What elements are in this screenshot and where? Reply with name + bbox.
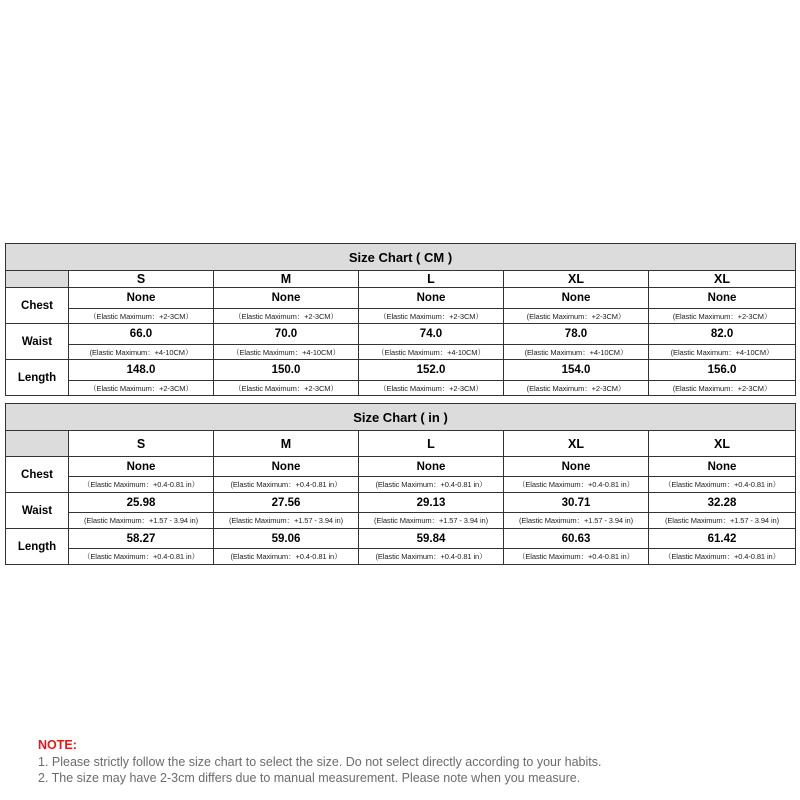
elastic-note: (Elastic Maximum：+2-3CM）	[504, 309, 649, 324]
size-chart-in-table	[5, 403, 796, 565]
value-cell: None	[69, 288, 214, 309]
row-label-chest: Chest	[6, 457, 69, 493]
elastic-note: (Elastic Maximum：+0.4-0.81 in）	[214, 477, 359, 493]
table-note-row	[6, 345, 796, 360]
value-cell: None	[214, 288, 359, 309]
value-cell: 148.0	[69, 360, 214, 381]
table-row	[6, 324, 796, 345]
size-header-row	[6, 271, 796, 288]
note-title: NOTE:	[38, 738, 77, 752]
header-corner	[6, 431, 69, 457]
elastic-note: (Elastic Maximum：+0.4-0.81 in）	[359, 477, 504, 493]
value-cell: 59.84	[359, 529, 504, 549]
size-note	[38, 738, 778, 786]
value-cell: None	[359, 457, 504, 477]
value-cell: 29.13	[359, 493, 504, 513]
value-cell: None	[504, 288, 649, 309]
elastic-note: (Elastic Maximum：+2-3CM）	[504, 381, 649, 396]
table-row	[6, 360, 796, 381]
value-cell: 152.0	[359, 360, 504, 381]
value-cell: None	[69, 457, 214, 477]
elastic-note: （Elastic Maximum：+2-3CM）	[359, 309, 504, 324]
elastic-note: （Elastic Maximum：+0.4-0.81 in）	[69, 477, 214, 493]
value-cell: 70.0	[214, 324, 359, 345]
value-cell: None	[649, 288, 796, 309]
value-cell: 58.27	[69, 529, 214, 549]
size-header: XL	[504, 431, 649, 457]
value-cell: 60.63	[504, 529, 649, 549]
row-label-waist: Waist	[6, 324, 69, 360]
elastic-note: (Elastic Maximum：+0.4-0.81 in）	[214, 549, 359, 565]
size-header: S	[69, 271, 214, 288]
size-header: XL	[649, 431, 796, 457]
elastic-note: （Elastic Maximum：+2-3CM）	[214, 381, 359, 396]
row-label-length: Length	[6, 529, 69, 565]
note-line: 2. The size may have 2-3cm differs due to manual measurement. Please note when you measure.	[38, 771, 581, 785]
value-cell: None	[214, 457, 359, 477]
size-header: L	[359, 271, 504, 288]
value-cell: 150.0	[214, 360, 359, 381]
value-cell: 25.98	[69, 493, 214, 513]
elastic-note: （Elastic Maximum：+2-3CM）	[359, 381, 504, 396]
elastic-note: (Elastic Maximum：+1.57 - 3.94 in)	[504, 513, 649, 529]
value-cell: 59.06	[214, 529, 359, 549]
elastic-note: (Elastic Maximum：+1.57 - 3.94 in)	[69, 513, 214, 529]
value-cell: None	[359, 288, 504, 309]
row-label-length: Length	[6, 360, 69, 396]
table-title: Size Chart ( CM )	[6, 244, 796, 271]
size-header: XL	[649, 271, 796, 288]
value-cell: 156.0	[649, 360, 796, 381]
value-cell: 78.0	[504, 324, 649, 345]
elastic-note: （Elastic Maximum：+2-3CM）	[69, 381, 214, 396]
elastic-note: (Elastic Maximum：+2-3CM）	[649, 309, 796, 324]
elastic-note: （Elastic Maximum：+0.4-0.81 in）	[504, 549, 649, 565]
size-header: M	[214, 431, 359, 457]
size-chart-cm-table	[5, 243, 796, 396]
elastic-note: （Elastic Maximum：+4-10CM）	[359, 345, 504, 360]
table-note-row	[6, 549, 796, 565]
elastic-note: (Elastic Maximum：+1.57 - 3.94 in)	[649, 513, 796, 529]
elastic-note: (Elastic Maximum：+1.57 - 3.94 in)	[359, 513, 504, 529]
elastic-note: (Elastic Maximum：+4-10CM）	[69, 345, 214, 360]
value-cell: 32.28	[649, 493, 796, 513]
elastic-note: （Elastic Maximum：+2-3CM）	[214, 309, 359, 324]
size-header: L	[359, 431, 504, 457]
elastic-note: （Elastic Maximum：+0.4-0.81 in）	[69, 549, 214, 565]
table-title-row	[6, 404, 796, 431]
table-title: Size Chart ( in )	[6, 404, 796, 431]
note-line: 1. Please strictly follow the size chart to select the size. Do not select directly according to your habits.	[38, 755, 602, 769]
elastic-note: （Elastic Maximum：+4-10CM）	[214, 345, 359, 360]
value-cell: None	[649, 457, 796, 477]
table-note-row	[6, 477, 796, 493]
value-cell: 27.56	[214, 493, 359, 513]
elastic-note: (Elastic Maximum：+2-3CM）	[649, 381, 796, 396]
row-label-chest: Chest	[6, 288, 69, 324]
value-cell: 66.0	[69, 324, 214, 345]
table-row	[6, 457, 796, 477]
value-cell: None	[504, 457, 649, 477]
elastic-note: （Elastic Maximum：+0.4-0.81 in）	[649, 549, 796, 565]
row-label-waist: Waist	[6, 493, 69, 529]
elastic-note: （Elastic Maximum：+0.4-0.81 in）	[504, 477, 649, 493]
table-title-row	[6, 244, 796, 271]
value-cell: 82.0	[649, 324, 796, 345]
size-header-row	[6, 431, 796, 457]
table-note-row	[6, 513, 796, 529]
header-corner	[6, 271, 69, 288]
size-header: S	[69, 431, 214, 457]
elastic-note: (Elastic Maximum：+1.57 - 3.94 in)	[214, 513, 359, 529]
table-row	[6, 529, 796, 549]
table-row	[6, 288, 796, 309]
table-note-row	[6, 381, 796, 396]
elastic-note: (Elastic Maximum：+0.4-0.81 in）	[359, 549, 504, 565]
elastic-note: （Elastic Maximum：+2-3CM）	[69, 309, 214, 324]
value-cell: 30.71	[504, 493, 649, 513]
elastic-note: （Elastic Maximum：+0.4-0.81 in）	[649, 477, 796, 493]
table-row	[6, 493, 796, 513]
elastic-note: (Elastic Maximum：+4-10CM）	[649, 345, 796, 360]
value-cell: 61.42	[649, 529, 796, 549]
size-header: M	[214, 271, 359, 288]
table-note-row	[6, 309, 796, 324]
value-cell: 74.0	[359, 324, 504, 345]
elastic-note: (Elastic Maximum：+4-10CM）	[504, 345, 649, 360]
size-header: XL	[504, 271, 649, 288]
value-cell: 154.0	[504, 360, 649, 381]
